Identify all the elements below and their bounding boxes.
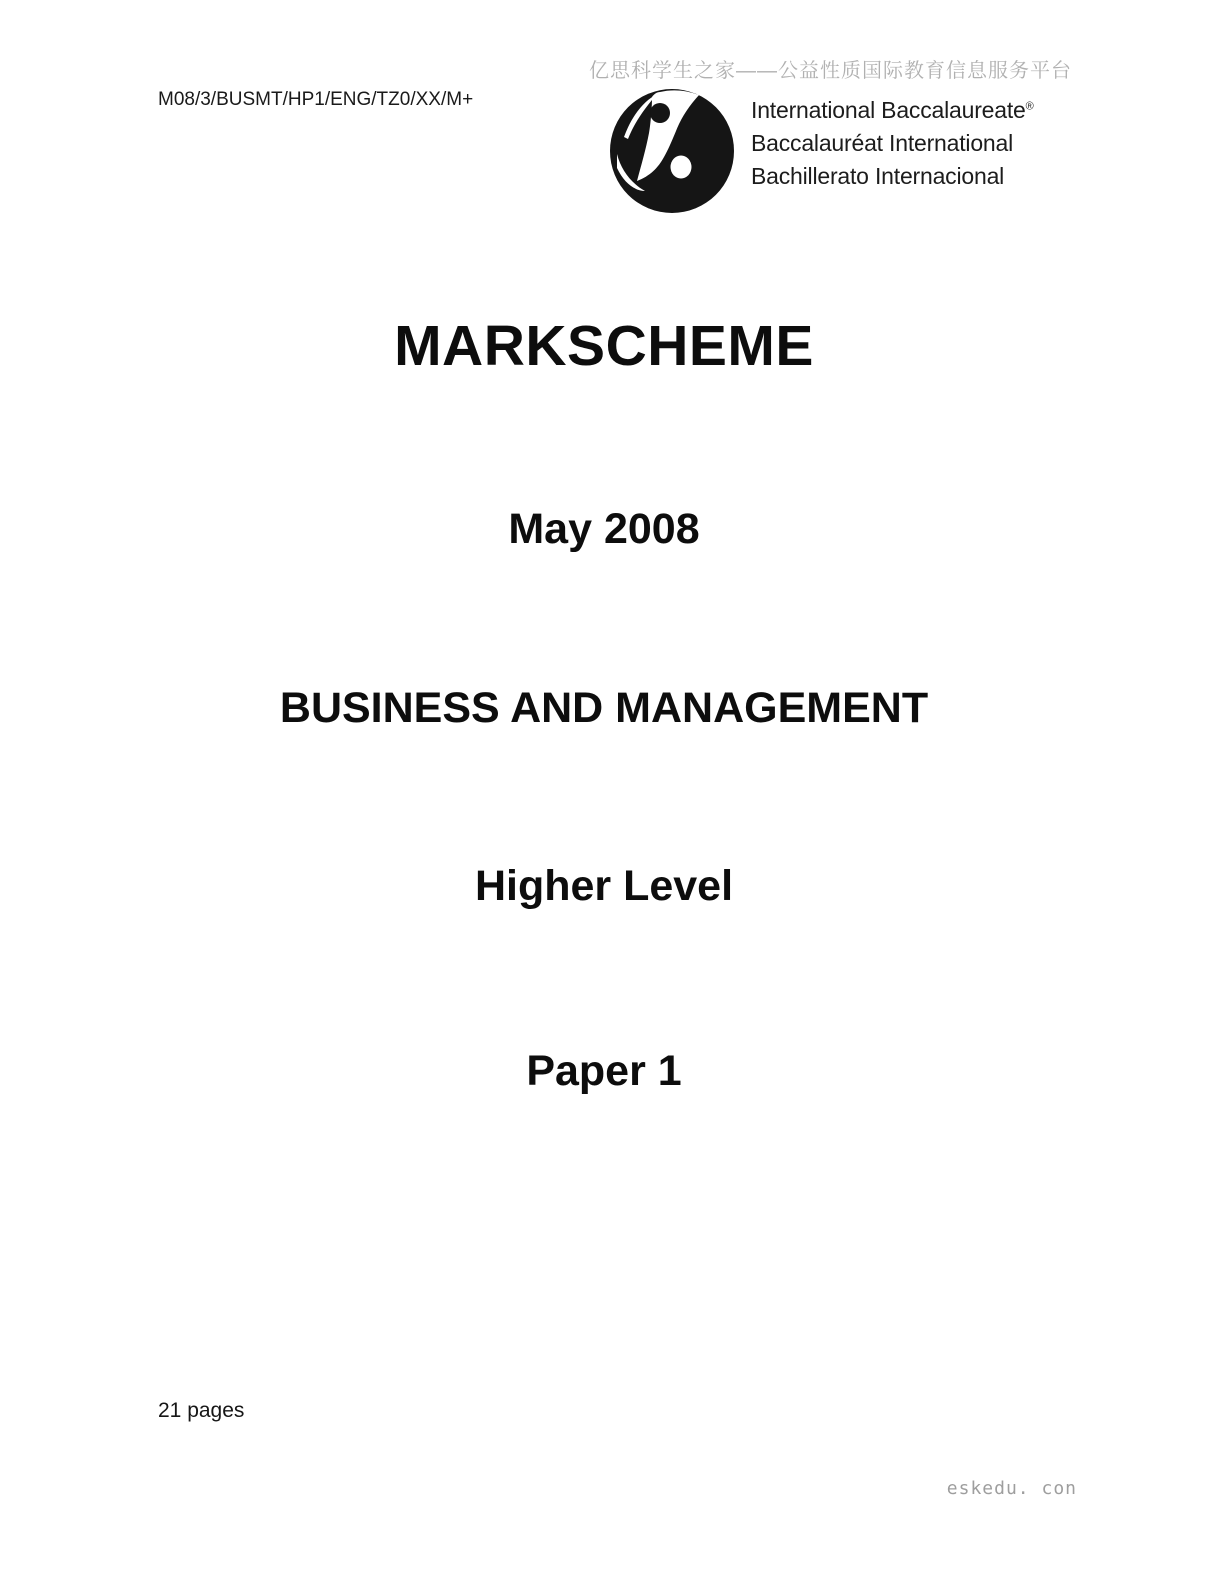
ib-name-english bbox=[751, 94, 1034, 127]
paper-title: Paper 1 bbox=[526, 1047, 682, 1095]
ib-logo-block bbox=[607, 87, 1034, 215]
ib-name-english-text: International Baccalaureate bbox=[751, 97, 1026, 123]
document-title: MARKSCHEME bbox=[394, 314, 814, 378]
subject-title: BUSINESS AND MANAGEMENT bbox=[279, 684, 929, 732]
watermark-bottom: eskedu. con bbox=[946, 1478, 1077, 1499]
ib-logo-icon bbox=[607, 87, 737, 215]
watermark-top: 亿思科学生之家——公益性质国际教育信息服务平台 bbox=[589, 60, 1072, 82]
page-count: 21 pages bbox=[158, 1399, 245, 1422]
exam-session: May 2008 bbox=[508, 505, 700, 553]
registered-trademark-symbol: ® bbox=[1025, 100, 1034, 113]
level-title: Higher Level bbox=[474, 862, 734, 910]
ib-logo-wordmark bbox=[751, 94, 1034, 193]
ib-name-french: Baccalauréat International bbox=[751, 130, 1014, 156]
paper-code: M08/3/BUSMT/HP1/ENG/TZ0/XX/M+ bbox=[158, 89, 474, 110]
ib-name-spanish: Bachillerato Internacional bbox=[751, 163, 1005, 189]
